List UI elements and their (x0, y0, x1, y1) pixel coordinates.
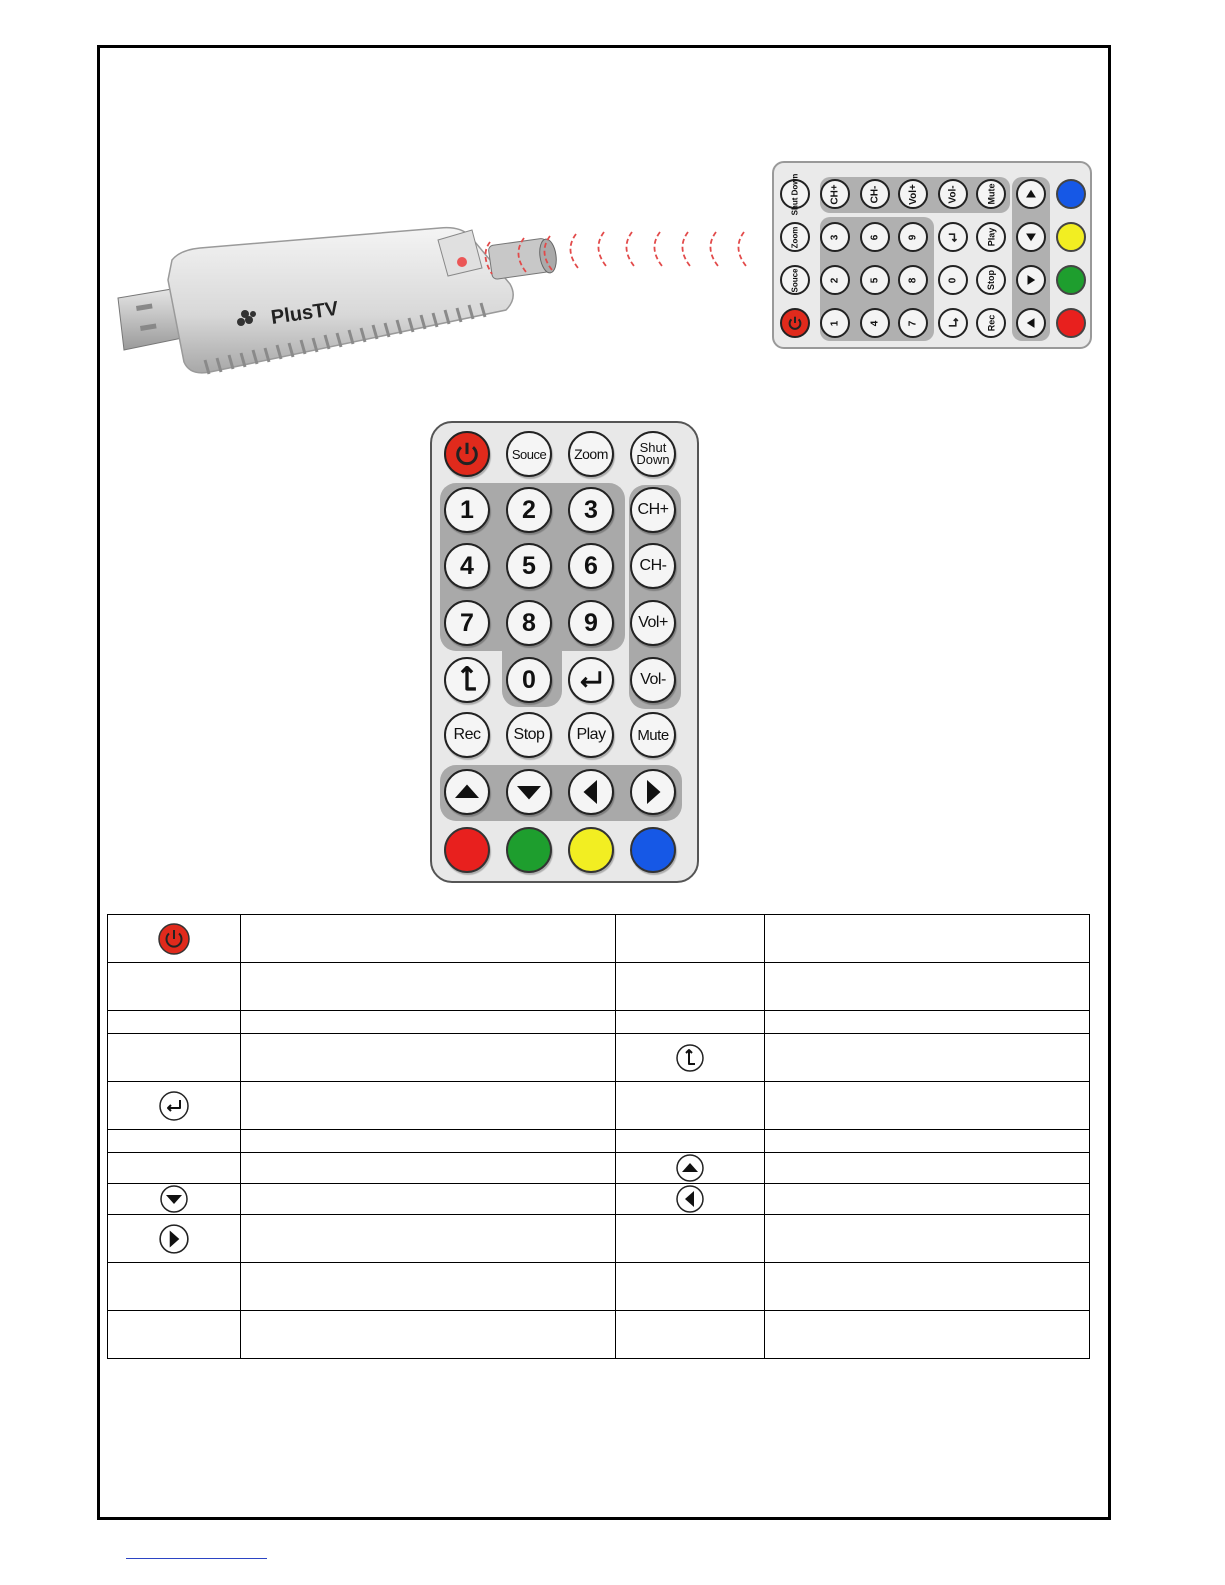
arrow-up-icon (675, 1153, 705, 1183)
legend-description-cell (765, 1082, 1090, 1130)
table-row (108, 1184, 1090, 1215)
legend-icon-cell (616, 1130, 765, 1153)
back-icon (946, 230, 960, 244)
small-digit-3-button[interactable]: 3 (820, 222, 850, 252)
legend-description-cell (765, 1011, 1090, 1034)
small-arrow-up-button[interactable] (1016, 179, 1046, 209)
shutdown-label-line1: Shut (639, 440, 667, 455)
small-power-button[interactable] (780, 308, 810, 338)
legend-icon-cell (108, 1082, 241, 1130)
digit-0-button[interactable]: 0 (506, 657, 552, 703)
small-arrow-down-button[interactable] (1016, 222, 1046, 252)
arrow-down-icon (514, 777, 544, 807)
power-icon (157, 922, 191, 956)
small-shutdown-button[interactable]: Shut Down (780, 179, 810, 209)
legend-description-cell (240, 1011, 616, 1034)
small-digit-4-button[interactable]: 4 (860, 308, 890, 338)
power-icon (452, 439, 482, 469)
table-row (108, 1263, 1090, 1311)
arrow-up-icon (452, 777, 482, 807)
mute-button[interactable]: Mute (630, 712, 676, 758)
arrow-right-icon (1024, 273, 1038, 287)
channel-up-button[interactable]: CH+ (630, 487, 676, 533)
legend-icon-cell (108, 1153, 241, 1184)
legend-description-cell (765, 1153, 1090, 1184)
enter-icon (158, 1090, 190, 1122)
power-icon (786, 314, 804, 332)
small-digit-8-button[interactable]: 8 (898, 265, 928, 295)
digit-7-button[interactable]: 7 (444, 600, 490, 646)
digit-3-button[interactable]: 3 (568, 487, 614, 533)
small-mute-button[interactable]: Mute (976, 179, 1006, 209)
back-button[interactable] (444, 657, 490, 703)
stop-button[interactable]: Stop (506, 712, 552, 758)
arrow-up-button[interactable] (444, 769, 490, 815)
legend-icon-cell (616, 1215, 765, 1263)
button-legend-table (107, 914, 1090, 1359)
small-enter-button[interactable] (938, 308, 968, 338)
legend-description-cell (765, 1130, 1090, 1153)
small-vol-up-button[interactable]: Vol+ (898, 179, 928, 209)
digit-8-button[interactable]: 8 (506, 600, 552, 646)
remote-control-large (430, 421, 699, 883)
small-arrow-left-button[interactable] (1016, 308, 1046, 338)
legend-icon-cell (616, 963, 765, 1011)
back-icon (454, 666, 480, 694)
play-button[interactable]: Play (568, 712, 614, 758)
digit-6-button[interactable]: 6 (568, 543, 614, 589)
footer-link-underline[interactable] (126, 1558, 267, 1559)
small-rec-button[interactable]: Rec (976, 308, 1006, 338)
table-row (108, 1011, 1090, 1034)
legend-icon-cell (616, 1034, 765, 1082)
usb-tv-dongle-illustration (110, 210, 780, 390)
record-button[interactable]: Rec (444, 712, 490, 758)
legend-description-cell (765, 1263, 1090, 1311)
legend-description-cell (765, 915, 1090, 963)
digit-1-button[interactable]: 1 (444, 487, 490, 533)
small-ch-up-button[interactable]: CH+ (820, 179, 850, 209)
channel-down-button[interactable]: CH- (630, 543, 676, 589)
arrow-down-icon (159, 1184, 189, 1214)
small-ch-down-button[interactable]: CH- (860, 179, 890, 209)
small-vol-down-button[interactable]: Vol- (938, 179, 968, 209)
digit-5-button[interactable]: 5 (506, 543, 552, 589)
small-digit-9-button[interactable]: 9 (898, 222, 928, 252)
small-arrow-right-button[interactable] (1016, 265, 1046, 295)
table-row (108, 1082, 1090, 1130)
small-stop-button[interactable]: Stop (976, 265, 1006, 295)
legend-icon-cell (616, 1311, 765, 1359)
small-blue-button[interactable] (1056, 179, 1086, 209)
table-row (108, 1311, 1090, 1359)
legend-icon-cell (616, 1153, 765, 1184)
legend-icon-cell (616, 1184, 765, 1215)
small-digit-7-button[interactable]: 7 (898, 308, 928, 338)
small-green-button[interactable] (1056, 265, 1086, 295)
legend-description-cell (240, 915, 616, 963)
legend-icon-cell (108, 1263, 241, 1311)
small-digit-0-button[interactable]: 0 (938, 265, 968, 295)
table-row (108, 963, 1090, 1011)
legend-description-cell (765, 1311, 1090, 1359)
small-source-button[interactable]: Souce (780, 265, 810, 295)
legend-description-cell (240, 963, 616, 1011)
blue-button[interactable] (630, 827, 676, 873)
legend-description-cell (240, 1034, 616, 1082)
shutdown-label-line2: Down (636, 452, 670, 467)
legend-icon-cell (616, 1011, 765, 1034)
table-row (108, 915, 1090, 963)
small-play-button[interactable]: Play (976, 222, 1006, 252)
table-row (108, 1153, 1090, 1184)
legend-icon-cell (108, 1011, 241, 1034)
small-zoom-button[interactable]: Zoom (780, 222, 810, 252)
brand-logo-text: PlusTV (269, 297, 340, 329)
small-digit-6-button[interactable]: 6 (860, 222, 890, 252)
small-digit-1-button[interactable]: 1 (820, 308, 850, 338)
shutdown-button[interactable] (630, 431, 676, 477)
legend-description-cell (240, 1311, 616, 1359)
legend-description-cell (765, 1034, 1090, 1082)
arrow-down-icon (1024, 230, 1038, 244)
arrow-left-icon (576, 777, 606, 807)
arrow-left-icon (1024, 316, 1038, 330)
yellow-button[interactable] (568, 827, 614, 873)
small-back-button[interactable] (938, 222, 968, 252)
arrow-up-icon (1024, 187, 1038, 201)
table-row (108, 1034, 1090, 1082)
arrow-down-button[interactable] (506, 769, 552, 815)
arrow-left-button[interactable] (568, 769, 614, 815)
legend-icon-cell (616, 915, 765, 963)
legend-description-cell (240, 1153, 616, 1184)
legend-icon-cell (616, 1263, 765, 1311)
back-icon (675, 1043, 705, 1073)
legend-icon-cell (108, 1034, 241, 1082)
green-button[interactable] (506, 827, 552, 873)
legend-description-cell (765, 1184, 1090, 1215)
digit-2-button[interactable]: 2 (506, 487, 552, 533)
legend-description-cell (240, 1184, 616, 1215)
table-row (108, 1130, 1090, 1153)
legend-icon-cell (108, 915, 241, 963)
legend-icon-cell (108, 1184, 241, 1215)
legend-icon-cell (108, 1215, 241, 1263)
legend-description-cell (240, 1263, 616, 1311)
digit-9-button[interactable]: 9 (568, 600, 614, 646)
legend-icon-cell (616, 1082, 765, 1130)
legend-description-cell (765, 1215, 1090, 1263)
legend-icon-cell (108, 1311, 241, 1359)
legend-icon-cell (108, 963, 241, 1011)
enter-icon (946, 316, 960, 330)
arrow-right-icon (158, 1223, 190, 1255)
small-digit-5-button[interactable]: 5 (860, 265, 890, 295)
legend-description-cell (765, 963, 1090, 1011)
small-digit-2-button[interactable]: 2 (820, 265, 850, 295)
legend-description-cell (240, 1082, 616, 1130)
small-yellow-button[interactable] (1056, 222, 1086, 252)
arrow-left-icon (675, 1184, 705, 1214)
enter-button[interactable] (568, 657, 614, 703)
red-button[interactable] (444, 827, 490, 873)
enter-icon (577, 669, 605, 691)
legend-description-cell (240, 1215, 616, 1263)
table-row (108, 1215, 1090, 1263)
volume-down-button[interactable]: Vol- (630, 657, 676, 703)
arrow-right-button[interactable] (630, 769, 676, 815)
zoom-button[interactable]: Zoom (568, 431, 614, 477)
arrow-right-icon (638, 777, 668, 807)
power-button[interactable] (444, 431, 490, 477)
source-button[interactable]: Souce (506, 431, 552, 477)
volume-up-button[interactable]: Vol+ (630, 600, 676, 646)
digit-4-button[interactable]: 4 (444, 543, 490, 589)
remote-control-small-rotated (772, 161, 1092, 349)
legend-description-cell (240, 1130, 616, 1153)
legend-icon-cell (108, 1130, 241, 1153)
small-red-button[interactable] (1056, 308, 1086, 338)
